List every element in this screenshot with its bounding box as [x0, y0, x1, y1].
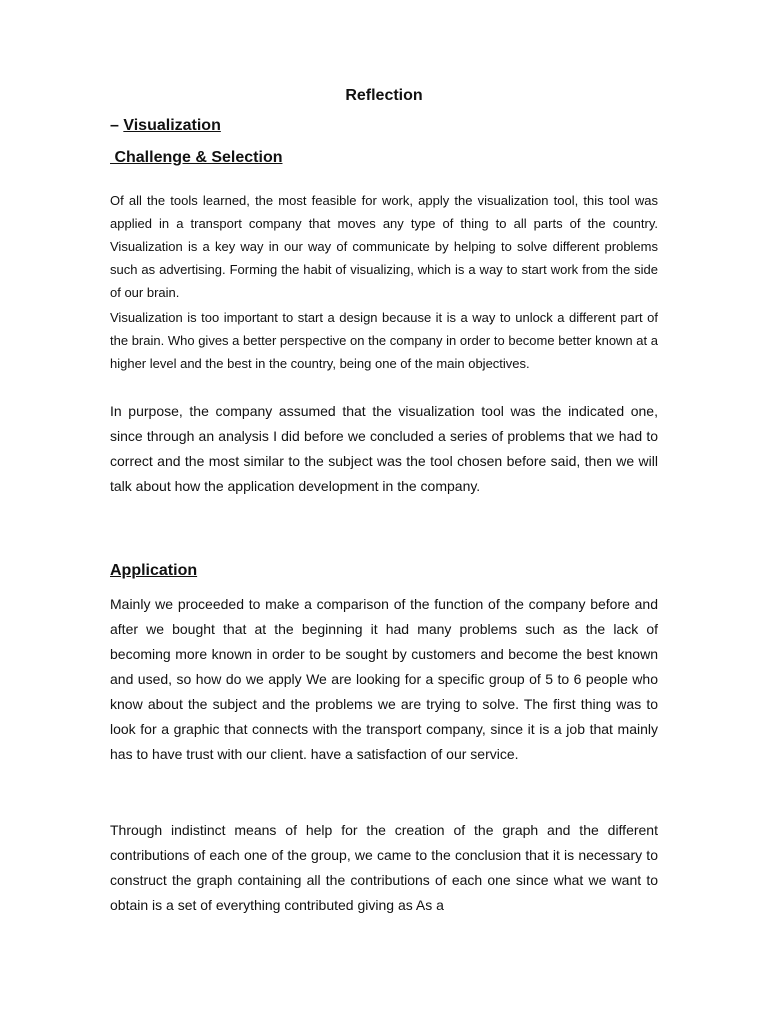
- paragraph-application: Mainly we proceeded to make a comparison of the function of the company before and after we bought that at the beginning it had many problems such as the lack of becoming more known in order to be sought by customers and become the best known and used, so how do we apply We are looking for a specific group of 5 to 6 people who know about the subject and the problems we are trying to solve. The first thing was to look for a graphic that connects with the transport company, since it is a job that mainly has to have trust with our client. have a satisfaction of our service.: [110, 596, 658, 762]
- paragraph-graph-construction: Through indistinct means of help for the creation of the graph and the different contributions of each one of the group, we came to the conclusion that it is necessary to construct the graph containing all the contributions of each one since what we want to obtain is a set of everything contributed giving as As a: [110, 822, 658, 913]
- paragraph-intro: Of all the tools learned, the most feasible for work, apply the visualization tool, this tool was applied in a transport company that moves any type of thing to all parts of the country. Visualization is a key way in our way of communicate by helping to solve different problems such as advertising. Forming the habit of visualizing, which is a way to start work from the side of our brain.: [110, 193, 658, 300]
- subheading-visualization-text: Visualization: [123, 117, 221, 134]
- subheading-challenge-text: Challenge & Selection: [110, 149, 283, 166]
- paragraph-purpose: In purpose, the company assumed that the visualization tool was the indicated one, since through an analysis I did before we concluded a series of problems that we had to correct and the most similar to the subject was the tool chosen before said, then we will talk about how the application development in the company.: [110, 403, 658, 494]
- subheading-visualization: [110, 116, 221, 136]
- document-title: Reflection: [345, 87, 423, 104]
- section-heading-application: Application: [110, 562, 198, 579]
- paragraph-importance: Visualization is too important to start a design because it is a way to unlock a different part of the brain. Who gives a better perspective on the company in order to become better known at a higher level and the best in the country, being one of the main objectives.: [110, 310, 658, 371]
- subheading-challenge-selection: [110, 148, 282, 168]
- subheading-dash: –: [110, 117, 124, 134]
